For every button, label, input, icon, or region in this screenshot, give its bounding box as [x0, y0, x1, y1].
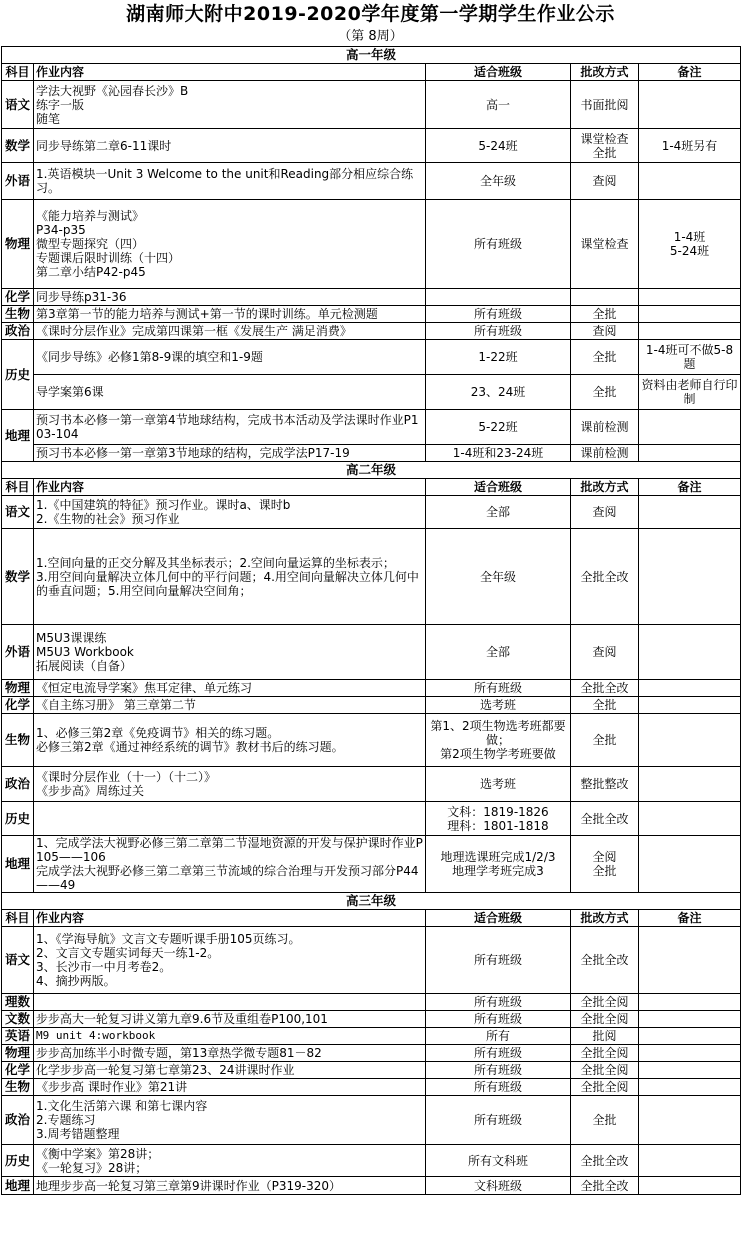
content-cell: 《课时分层作业（十一）（十二）》 《步步高》周练过关 [34, 767, 426, 802]
section-title: 高二年级 [2, 462, 741, 479]
content-cell: 1.《中国建筑的特征》预习作业。课时a、课时b 2.《生物的社会》预习作业 [34, 496, 426, 529]
subject-cell: 语文 [2, 496, 34, 529]
table-row [2, 836, 741, 893]
classes-cell: 全年级 [426, 163, 571, 200]
column-header: 适合班级 [426, 910, 571, 927]
table-row [2, 496, 741, 529]
subject-cell: 生物 [2, 1079, 34, 1096]
method-cell: 全批全改 [571, 802, 639, 836]
table-row [2, 289, 741, 306]
homework-table [1, 46, 741, 1195]
classes-cell [426, 289, 571, 306]
column-header: 适合班级 [426, 64, 571, 81]
subject-cell: 文数 [2, 1011, 34, 1028]
column-header: 适合班级 [426, 479, 571, 496]
section-title: 高三年级 [2, 893, 741, 910]
method-cell: 全批全阅 [571, 1045, 639, 1062]
method-cell: 课堂检查 全批 [571, 129, 639, 163]
table-row [2, 163, 741, 200]
note-cell [639, 1096, 741, 1145]
table-row [2, 1028, 741, 1045]
method-cell: 全批 [571, 340, 639, 375]
note-cell [639, 927, 741, 994]
subject-cell: 物理 [2, 1045, 34, 1062]
content-cell: 步步高加练半小时微专题，第13章热学微专题81－82 [34, 1045, 426, 1062]
subject-cell: 外语 [2, 625, 34, 680]
classes-cell: 文科班级 [426, 1177, 571, 1195]
content-cell: 预习书本必修一第一章第4节地球结构，完成书本活动及学法课时作业P103-104 [34, 410, 426, 445]
method-cell: 全批全改 [571, 680, 639, 697]
method-cell: 书面批阅 [571, 81, 639, 129]
note-cell: 资料由老师自行印制 [639, 375, 741, 410]
method-cell: 查阅 [571, 323, 639, 340]
method-cell: 全批全改 [571, 1145, 639, 1177]
method-cell: 查阅 [571, 163, 639, 200]
note-cell [639, 802, 741, 836]
note-cell [639, 289, 741, 306]
content-cell: 第3章第一节的能力培养与测试+第一节的课时训练。单元检测题 [34, 306, 426, 323]
classes-cell: 5-24班 [426, 129, 571, 163]
table-row [2, 1011, 741, 1028]
subject-cell: 物理 [2, 200, 34, 289]
subject-cell: 地理 [2, 836, 34, 893]
content-cell: M5U3课课练 M5U3 Workbook 拓展阅读（自备） [34, 625, 426, 680]
content-cell: 学法大视野《沁园春长沙》B 练字一版 随笔 [34, 81, 426, 129]
note-cell [639, 1145, 741, 1177]
subject-cell: 英语 [2, 1028, 34, 1045]
header-row [2, 64, 741, 81]
content-cell: M9 unit 4:workbook [34, 1028, 426, 1045]
content-cell: 地理步步高一轮复习第三章第9讲课时作业（P319-320） [34, 1177, 426, 1195]
method-cell: 全批全阅 [571, 1079, 639, 1096]
content-cell: 《同步导练》必修1第8-9课的填空和1-9题 [34, 340, 426, 375]
subject-cell: 外语 [2, 163, 34, 200]
method-cell: 全批 [571, 375, 639, 410]
method-cell: 课前检测 [571, 445, 639, 462]
note-cell [639, 1062, 741, 1079]
method-cell: 批阅 [571, 1028, 639, 1045]
subject-cell: 化学 [2, 1062, 34, 1079]
subject-cell: 物理 [2, 680, 34, 697]
classes-cell: 所有班级 [426, 1045, 571, 1062]
note-cell [639, 1079, 741, 1096]
table-row [2, 1145, 741, 1177]
table-row [2, 714, 741, 767]
classes-cell: 选考班 [426, 767, 571, 802]
note-cell [639, 496, 741, 529]
table-row [2, 306, 741, 323]
content-cell: 预习书本必修一第一章第3节地球的结构，完成学法P17-19 [34, 445, 426, 462]
content-cell: 1、《学海导航》文言文专题听课手册105页练习。 2、文言文专题实词每天一练1-2。 3、长沙市一中月考卷2。 4、摘抄两版。 [34, 927, 426, 994]
note-cell [639, 714, 741, 767]
method-cell: 全批全改 [571, 927, 639, 994]
table-row [2, 1177, 741, 1195]
content-cell [34, 802, 426, 836]
note-cell [639, 625, 741, 680]
table-row [2, 802, 741, 836]
method-cell: 全批 [571, 1096, 639, 1145]
classes-cell: 所有班级 [426, 1011, 571, 1028]
header-row [2, 479, 741, 496]
subject-cell: 政治 [2, 767, 34, 802]
method-cell: 课前检测 [571, 410, 639, 445]
page-title: 湖南师大附中2019-2020学年度第一学期学生作业公示 [126, 3, 615, 25]
column-header: 备注 [639, 479, 741, 496]
method-cell: 全批 [571, 697, 639, 714]
note-cell [639, 163, 741, 200]
table-row [2, 927, 741, 994]
note-cell: 1-4班另有 [639, 129, 741, 163]
table-row [2, 767, 741, 802]
content-cell: 1.文化生活第六课 和第七课内容 2.专题练习 3.周考错题整理 [34, 1096, 426, 1145]
content-cell: 同步导练p31-36 [34, 289, 426, 306]
note-cell [639, 1011, 741, 1028]
note-cell [639, 1177, 741, 1195]
note-cell: 1-4班可不做5-8题 [639, 340, 741, 375]
method-cell: 查阅 [571, 496, 639, 529]
column-header: 批改方式 [571, 910, 639, 927]
column-header: 批改方式 [571, 64, 639, 81]
method-cell: 全批全改 [571, 1177, 639, 1195]
classes-cell: 所有班级 [426, 994, 571, 1011]
classes-cell: 所有班级 [426, 1079, 571, 1096]
subject-cell: 历史 [2, 340, 34, 410]
subject-cell: 语文 [2, 927, 34, 994]
subject-cell: 历史 [2, 802, 34, 836]
classes-cell: 所有班级 [426, 306, 571, 323]
method-cell: 全批全阅 [571, 1011, 639, 1028]
note-cell [639, 529, 741, 625]
note-cell [639, 994, 741, 1011]
content-cell: 导学案第6课 [34, 375, 426, 410]
subject-cell: 化学 [2, 697, 34, 714]
section-title: 高一年级 [2, 47, 741, 64]
subject-cell: 政治 [2, 1096, 34, 1145]
content-cell: 同步导练第二章6-11课时 [34, 129, 426, 163]
note-cell [639, 410, 741, 445]
content-cell: 1.英语模块一Unit 3 Welcome to the unit和Reading部分相应综合练习。 [34, 163, 426, 200]
table-row [2, 340, 741, 375]
content-cell: 《自主练习册》 第三章第二节 [34, 697, 426, 714]
method-cell: 全阅 全批 [571, 836, 639, 893]
method-cell: 全批全改 [571, 529, 639, 625]
content-cell: 1.空间向量的正交分解及其坐标表示；2.空间向量运算的坐标表示； 3.用空间向量解决立体几何中的平行问题；4.用空间向量解决立体几何中的垂直问题；5.用空间向量解决空间角； [34, 529, 426, 625]
table-row [2, 625, 741, 680]
subject-cell: 数学 [2, 529, 34, 625]
note-cell [639, 1028, 741, 1045]
column-header: 作业内容 [34, 64, 426, 81]
method-cell [571, 289, 639, 306]
subject-cell: 历史 [2, 1145, 34, 1177]
table-row [2, 375, 741, 410]
column-header: 备注 [639, 64, 741, 81]
classes-cell: 所有班级 [426, 680, 571, 697]
classes-cell: 1-4班和23-24班 [426, 445, 571, 462]
section-row [2, 462, 741, 479]
subject-cell: 语文 [2, 81, 34, 129]
week-label: （第 8周） [338, 29, 403, 44]
table-row [2, 129, 741, 163]
content-cell: 步步高大一轮复习讲义第九章9.6节及重组卷P100,101 [34, 1011, 426, 1028]
column-header: 科目 [2, 910, 34, 927]
table-row [2, 1079, 741, 1096]
note-cell: 1-4班 5-24班 [639, 200, 741, 289]
subject-cell: 地理 [2, 1177, 34, 1195]
content-cell: 1、完成学法大视野必修三第二章第二节湿地资源的开发与保护课时作业P105——106 完成学法大视野必修三第二章第三节流域的综合治理与开发预习部分P44——49 [34, 836, 426, 893]
classes-cell: 1-22班 [426, 340, 571, 375]
table-row [2, 1045, 741, 1062]
method-cell: 全批全阅 [571, 994, 639, 1011]
subject-cell: 生物 [2, 714, 34, 767]
content-cell: 《课时分层作业》完成第四课第一框《发展生产 满足消费》 [34, 323, 426, 340]
note-cell [639, 767, 741, 802]
table-row [2, 410, 741, 445]
table-row [2, 445, 741, 462]
column-header: 作业内容 [34, 479, 426, 496]
column-header: 科目 [2, 479, 34, 496]
content-cell [34, 994, 426, 1011]
method-cell: 查阅 [571, 625, 639, 680]
column-header: 备注 [639, 910, 741, 927]
method-cell: 课堂检查 [571, 200, 639, 289]
section-row [2, 893, 741, 910]
subject-cell: 政治 [2, 323, 34, 340]
method-cell: 整批整改 [571, 767, 639, 802]
classes-cell: 所有班级 [426, 1062, 571, 1079]
subject-cell: 化学 [2, 289, 34, 306]
classes-cell: 全部 [426, 625, 571, 680]
classes-cell: 地理选课班完成1/2/3 地理学考班完成3 [426, 836, 571, 893]
note-cell [639, 323, 741, 340]
subject-cell: 地理 [2, 410, 34, 462]
note-cell [639, 697, 741, 714]
method-cell: 全批全阅 [571, 1062, 639, 1079]
classes-cell: 选考班 [426, 697, 571, 714]
classes-cell: 第1、2项生物选考班都要做； 第2项生物学考班要做 [426, 714, 571, 767]
note-cell [639, 836, 741, 893]
column-header: 批改方式 [571, 479, 639, 496]
table-row [2, 1062, 741, 1079]
table-row [2, 697, 741, 714]
subject-cell: 理数 [2, 994, 34, 1011]
table-row [2, 680, 741, 697]
content-cell: 《衡中学案》第28讲； 《一轮复习》28讲； [34, 1145, 426, 1177]
note-cell [639, 81, 741, 129]
column-header: 科目 [2, 64, 34, 81]
classes-cell: 23、24班 [426, 375, 571, 410]
table-row [2, 994, 741, 1011]
table-row [2, 81, 741, 129]
method-cell: 全批 [571, 714, 639, 767]
column-header: 作业内容 [34, 910, 426, 927]
classes-cell: 所有班级 [426, 1096, 571, 1145]
table-row [2, 1096, 741, 1145]
content-cell: 1、必修三第2章《免疫调节》相关的练习题。 必修三第2章《通过神经系统的调节》教材书后的练习题。 [34, 714, 426, 767]
subject-cell: 生物 [2, 306, 34, 323]
classes-cell: 高一 [426, 81, 571, 129]
table-row [2, 323, 741, 340]
classes-cell: 所有文科班 [426, 1145, 571, 1177]
note-cell [639, 306, 741, 323]
content-cell: 化学步步高一轮复习第七章第23、24讲课时作业 [34, 1062, 426, 1079]
content-cell: 《步步高 课时作业》第21讲 [34, 1079, 426, 1096]
subject-cell: 数学 [2, 129, 34, 163]
classes-cell: 所有班级 [426, 323, 571, 340]
classes-cell: 所有班级 [426, 927, 571, 994]
method-cell: 全批 [571, 306, 639, 323]
table-row [2, 200, 741, 289]
table-row [2, 529, 741, 625]
content-cell: 《恒定电流导学案》焦耳定律、单元练习 [34, 680, 426, 697]
section-row [2, 47, 741, 64]
classes-cell: 5-22班 [426, 410, 571, 445]
header-row [2, 910, 741, 927]
content-cell: 《能力培养与测试》 P34-p35 微型专题探究（四） 专题课后限时训练（十四） 第二章小结P42-p45 [34, 200, 426, 289]
note-cell [639, 680, 741, 697]
classes-cell: 所有 [426, 1028, 571, 1045]
note-cell [639, 445, 741, 462]
classes-cell: 全年级 [426, 529, 571, 625]
classes-cell: 全部 [426, 496, 571, 529]
classes-cell: 所有班级 [426, 200, 571, 289]
note-cell [639, 1045, 741, 1062]
classes-cell: 文科：1819-1826 理科：1801-1818 [426, 802, 571, 836]
